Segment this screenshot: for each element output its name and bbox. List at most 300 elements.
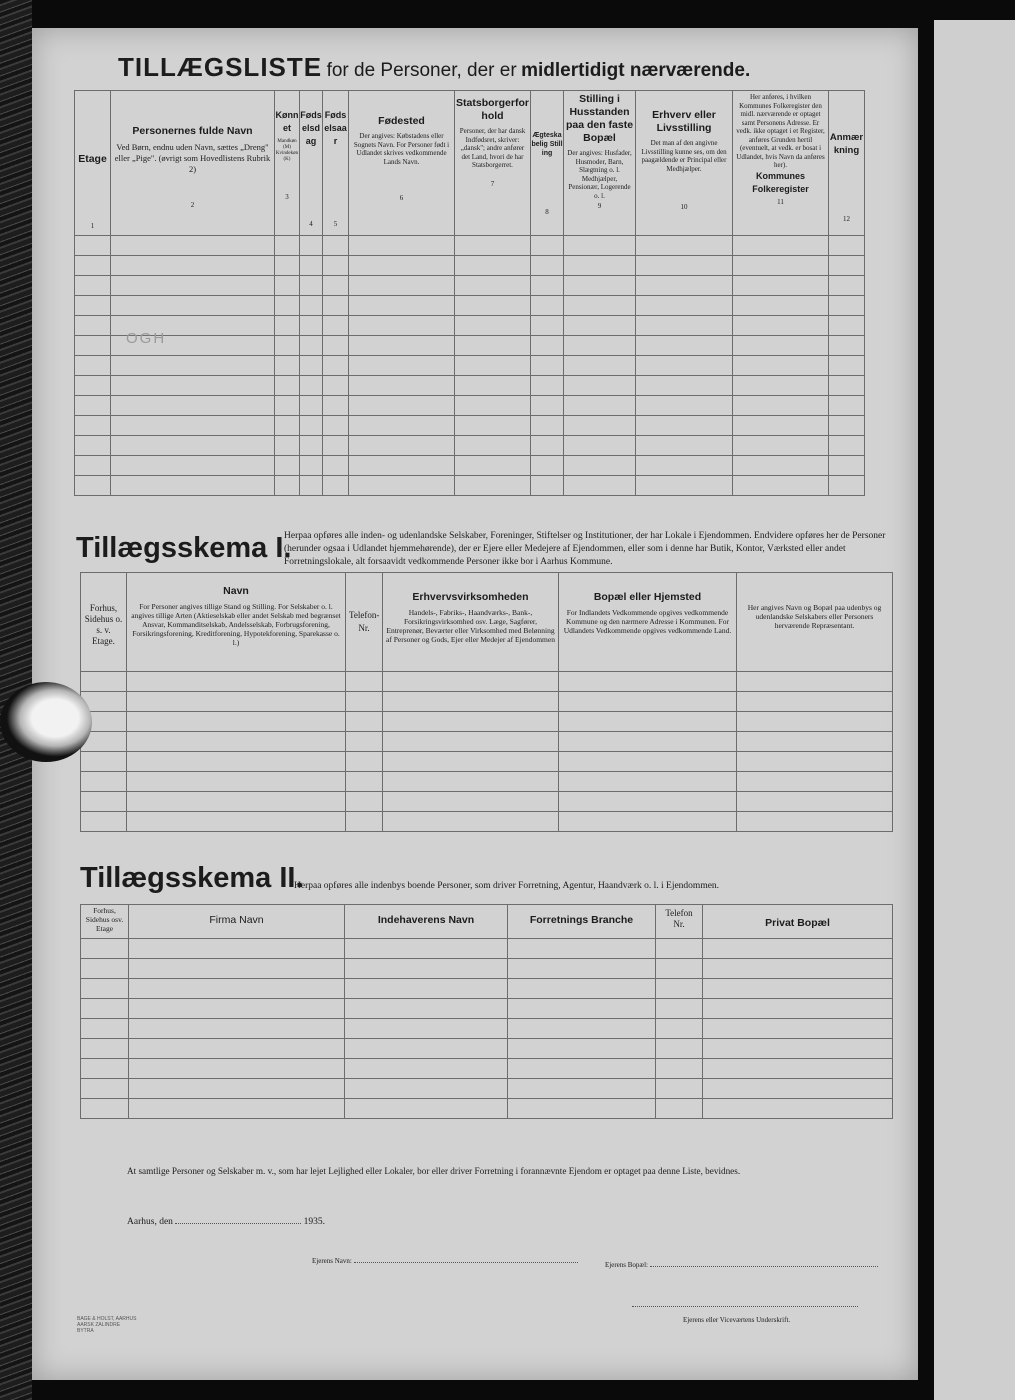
skema1-cell[interactable] [383, 732, 559, 752]
main-register-cell[interactable] [455, 296, 531, 316]
skema1-cell[interactable] [383, 672, 559, 692]
faint-pencil-mark: OGH [126, 330, 167, 347]
skema1-cell[interactable] [559, 792, 737, 812]
skema2-cell[interactable] [129, 1079, 345, 1099]
main-register-cell[interactable] [455, 476, 531, 496]
main-register-cell[interactable] [733, 376, 829, 396]
main-register-cell[interactable] [564, 276, 636, 296]
skema1-cell[interactable] [737, 712, 893, 732]
skema2-cell[interactable] [508, 959, 656, 979]
skema1-row [81, 812, 893, 832]
main-register-cell[interactable] [111, 256, 275, 276]
main-register-cell[interactable] [455, 376, 531, 396]
main-register-cell[interactable] [455, 416, 531, 436]
main-register-cell[interactable] [323, 316, 349, 336]
skema2-cell[interactable] [703, 979, 893, 999]
main-register-cell[interactable] [636, 276, 733, 296]
s2-col-phone: Telefon Nr. [656, 905, 703, 939]
skema1-cell[interactable] [559, 732, 737, 752]
skema2-cell[interactable] [508, 1039, 656, 1059]
main-register-cell[interactable] [300, 376, 323, 396]
main-register-cell[interactable] [323, 436, 349, 456]
skema1-cell[interactable] [737, 752, 893, 772]
main-register-cell[interactable] [300, 316, 323, 336]
skema1-cell[interactable] [737, 772, 893, 792]
main-register-cell[interactable] [564, 236, 636, 256]
main-register-cell[interactable] [300, 276, 323, 296]
skema2-cell[interactable] [508, 1059, 656, 1079]
skema1-cell[interactable] [346, 732, 383, 752]
main-register-cell[interactable] [275, 376, 300, 396]
owner-name-field[interactable] [354, 1253, 578, 1263]
main-register-cell[interactable] [323, 356, 349, 376]
main-register-cell[interactable] [300, 236, 323, 256]
skema1-cell[interactable] [383, 772, 559, 792]
skema2-cell[interactable] [345, 939, 508, 959]
main-register-cell[interactable] [829, 296, 865, 316]
main-register-cell[interactable] [275, 296, 300, 316]
main-register-cell[interactable] [531, 316, 564, 336]
s1-col-phone: Telefon-Nr. [346, 573, 383, 672]
skema2-cell[interactable] [129, 1019, 345, 1039]
main-register-cell[interactable] [75, 356, 111, 376]
skema1-cell[interactable] [559, 752, 737, 772]
main-register-cell[interactable] [531, 416, 564, 436]
skema2-cell[interactable] [703, 1019, 893, 1039]
skema2-cell[interactable] [129, 939, 345, 959]
col-gender: Kønnet Mandkøn (M) Kvindekøn (K) 3 [275, 91, 300, 236]
main-register-cell[interactable] [531, 256, 564, 276]
main-register-cell[interactable] [455, 396, 531, 416]
main-register-cell[interactable] [564, 356, 636, 376]
main-register-cell[interactable] [111, 236, 275, 256]
s2-col-floor: Forhus, Sidehus osv. Etage [81, 905, 129, 939]
skema2-cell[interactable] [81, 1019, 129, 1039]
skema1-cell[interactable] [127, 772, 346, 792]
main-register-cell[interactable] [733, 476, 829, 496]
skema1-cell[interactable] [127, 692, 346, 712]
main-register-cell[interactable] [636, 296, 733, 316]
main-register-cell[interactable] [531, 376, 564, 396]
main-register-cell[interactable] [75, 336, 111, 356]
skema2-cell[interactable] [81, 1079, 129, 1099]
main-register-cell[interactable] [111, 456, 275, 476]
main-register-cell[interactable] [733, 276, 829, 296]
main-register-cell[interactable] [300, 436, 323, 456]
skema2-cell[interactable] [345, 959, 508, 979]
main-register-cell[interactable] [75, 276, 111, 296]
main-register-cell[interactable] [829, 236, 865, 256]
main-register-cell[interactable] [75, 236, 111, 256]
main-register-cell[interactable] [531, 336, 564, 356]
skema1-cell[interactable] [346, 812, 383, 832]
main-register-cell[interactable] [300, 476, 323, 496]
main-register-cell[interactable] [636, 316, 733, 336]
skema1-cell[interactable] [127, 712, 346, 732]
main-register-cell[interactable] [275, 396, 300, 416]
main-register-cell[interactable] [111, 416, 275, 436]
skema2-cell[interactable] [345, 1059, 508, 1079]
main-register-cell[interactable] [636, 256, 733, 276]
main-register-cell[interactable] [300, 256, 323, 276]
main-register-cell[interactable] [75, 416, 111, 436]
skema2-cell[interactable] [656, 1099, 703, 1119]
skema2-cell[interactable] [703, 1039, 893, 1059]
main-register-cell[interactable] [300, 456, 323, 476]
main-register-cell[interactable] [349, 416, 455, 436]
main-register-cell[interactable] [829, 276, 865, 296]
main-register-cell[interactable] [300, 356, 323, 376]
col-birthplace: Fødested Der angives: Købstadens eller Sognets Navn. For Personer født i Udlandet skrives vedkommende Lands Navn. 6 [349, 91, 455, 236]
title-emphasis: midlertidigt nærværende. [521, 60, 751, 81]
skema1-cell[interactable] [127, 752, 346, 772]
main-register-cell[interactable] [531, 396, 564, 416]
skema1-table [80, 572, 893, 832]
facing-page [934, 20, 1015, 1400]
skema2-cell[interactable] [345, 1099, 508, 1119]
main-register-cell[interactable] [349, 356, 455, 376]
main-register-cell[interactable] [829, 256, 865, 276]
skema2-cell[interactable] [656, 1019, 703, 1039]
main-register-cell[interactable] [349, 276, 455, 296]
main-register-cell[interactable] [275, 356, 300, 376]
skema1-cell[interactable] [559, 692, 737, 712]
main-register-cell[interactable] [636, 356, 733, 376]
main-register-cell[interactable] [564, 256, 636, 276]
main-register-row [75, 476, 865, 496]
main-register-cell[interactable] [455, 316, 531, 336]
main-register-cell[interactable] [733, 396, 829, 416]
main-register-cell[interactable] [323, 276, 349, 296]
skema2-cell[interactable] [81, 959, 129, 979]
skema1-cell[interactable] [81, 752, 127, 772]
main-register-cell[interactable] [564, 476, 636, 496]
main-register-cell[interactable] [75, 376, 111, 396]
main-register-cell[interactable] [636, 236, 733, 256]
skema1-cell[interactable] [127, 672, 346, 692]
owner-address-line [605, 1257, 878, 1269]
owner-address-field[interactable] [650, 1257, 878, 1267]
skema1-cell[interactable] [559, 672, 737, 692]
skema1-cell[interactable] [81, 812, 127, 832]
skema2-table [80, 904, 893, 1119]
skema2-cell[interactable] [656, 1039, 703, 1059]
main-register-cell[interactable] [829, 396, 865, 416]
skema1-cell[interactable] [737, 732, 893, 752]
owner-name-line [312, 1253, 578, 1265]
main-register-cell[interactable] [323, 236, 349, 256]
skema2-cell[interactable] [508, 979, 656, 999]
skema2-heading: Tillægsskema II. [80, 862, 304, 894]
main-register-cell[interactable] [733, 256, 829, 276]
col-etage: Etage 1 [75, 91, 111, 236]
skema2-cell[interactable] [703, 1099, 893, 1119]
main-register-cell[interactable] [829, 356, 865, 376]
skema2-cell[interactable] [508, 1019, 656, 1039]
skema2-cell[interactable] [129, 1059, 345, 1079]
main-register-cell[interactable] [323, 376, 349, 396]
main-register-cell[interactable] [275, 256, 300, 276]
main-register-cell[interactable] [349, 296, 455, 316]
skema1-cell[interactable] [383, 752, 559, 772]
main-register-cell[interactable] [829, 436, 865, 456]
skema1-cell[interactable] [81, 672, 127, 692]
main-register-row [75, 336, 865, 356]
main-register-cell[interactable] [564, 316, 636, 336]
skema2-cell[interactable] [129, 999, 345, 1019]
main-register-cell[interactable] [733, 236, 829, 256]
skema1-cell[interactable] [346, 752, 383, 772]
skema2-row [81, 1039, 893, 1059]
main-register-cell[interactable] [531, 456, 564, 476]
skema2-cell[interactable] [703, 959, 893, 979]
skema2-cell[interactable] [81, 939, 129, 959]
main-register-cell[interactable] [829, 456, 865, 476]
main-register-cell[interactable] [349, 316, 455, 336]
main-register-cell[interactable] [275, 416, 300, 436]
main-register-cell[interactable] [455, 256, 531, 276]
main-register-cell[interactable] [455, 276, 531, 296]
main-register-cell[interactable] [349, 396, 455, 416]
skema2-cell[interactable] [703, 1079, 893, 1099]
main-register-cell[interactable] [455, 356, 531, 376]
skema1-cell[interactable] [737, 672, 893, 692]
skema1-cell[interactable] [346, 672, 383, 692]
main-register-cell[interactable] [531, 236, 564, 256]
skema2-cell[interactable] [81, 999, 129, 1019]
main-register-cell[interactable] [733, 436, 829, 456]
main-register-cell[interactable] [111, 476, 275, 496]
skema2-row [81, 1099, 893, 1119]
main-register-cell[interactable] [111, 296, 275, 316]
main-register-cell[interactable] [275, 456, 300, 476]
main-register-cell[interactable] [111, 436, 275, 456]
main-register-cell[interactable] [733, 456, 829, 476]
skema2-cell[interactable] [656, 959, 703, 979]
skema2-cell[interactable] [345, 1079, 508, 1099]
main-register-cell[interactable] [829, 476, 865, 496]
main-register-table [74, 90, 865, 496]
main-register-cell[interactable] [275, 476, 300, 496]
skema1-cell[interactable] [346, 792, 383, 812]
main-register-cell[interactable] [75, 396, 111, 416]
skema1-row [81, 732, 893, 752]
main-register-row [75, 356, 865, 376]
skema2-cell[interactable] [656, 979, 703, 999]
main-register-cell[interactable] [323, 296, 349, 316]
main-register-cell[interactable] [636, 336, 733, 356]
main-register-row [75, 316, 865, 336]
main-register-row [75, 276, 865, 296]
skema1-cell[interactable] [346, 712, 383, 732]
skema2-cell[interactable] [129, 1039, 345, 1059]
skema1-cell[interactable] [559, 812, 737, 832]
main-register-cell[interactable] [300, 416, 323, 436]
printer-imprint: BAGE & HOLST, AARHUS AARSK ZALINDRE BYTRA [77, 1316, 137, 1334]
skema2-cell[interactable] [345, 999, 508, 1019]
skema1-cell[interactable] [383, 812, 559, 832]
main-register-cell[interactable] [275, 436, 300, 456]
skema1-cell[interactable] [346, 772, 383, 792]
main-register-cell[interactable] [531, 276, 564, 296]
year-label: 1935. [303, 1217, 326, 1227]
main-register-cell[interactable] [733, 336, 829, 356]
skema1-cell[interactable] [737, 792, 893, 812]
main-register-cell[interactable] [349, 336, 455, 356]
main-register-cell[interactable] [75, 476, 111, 496]
main-register-cell[interactable] [275, 316, 300, 336]
skema2-cell[interactable] [129, 979, 345, 999]
main-register-cell[interactable] [564, 376, 636, 396]
main-register-cell[interactable] [111, 376, 275, 396]
main-register-cell[interactable] [300, 336, 323, 356]
skema2-cell[interactable] [656, 1059, 703, 1079]
main-register-cell[interactable] [455, 436, 531, 456]
main-register-cell[interactable] [275, 336, 300, 356]
main-register-cell[interactable] [349, 456, 455, 476]
date-field[interactable] [175, 1214, 301, 1224]
skema2-cell[interactable] [508, 1099, 656, 1119]
skema2-cell[interactable] [81, 1059, 129, 1079]
owner-name-label: Ejerens Navn: [312, 1257, 352, 1265]
skema1-cell[interactable] [81, 792, 127, 812]
main-register-row [75, 416, 865, 436]
skema1-cell[interactable] [559, 772, 737, 792]
skema1-cell[interactable] [127, 732, 346, 752]
main-register-cell[interactable] [275, 276, 300, 296]
main-register-cell[interactable] [75, 316, 111, 336]
main-register-cell[interactable] [733, 356, 829, 376]
skema2-cell[interactable] [345, 1019, 508, 1039]
skema1-row [81, 772, 893, 792]
skema2-row [81, 979, 893, 999]
main-register-cell[interactable] [636, 456, 733, 476]
skema2-row [81, 1079, 893, 1099]
skema1-row [81, 792, 893, 812]
col-birthyear: Fødselsaar 5 [323, 91, 349, 236]
main-register-cell[interactable] [349, 256, 455, 276]
main-register-cell[interactable] [564, 336, 636, 356]
main-register-cell[interactable] [564, 436, 636, 456]
skema2-cell[interactable] [508, 999, 656, 1019]
signature-field[interactable] [632, 1306, 858, 1307]
main-register-cell[interactable] [636, 416, 733, 436]
skema2-cell[interactable] [656, 939, 703, 959]
main-register-cell[interactable] [531, 356, 564, 376]
skema2-cell[interactable] [508, 939, 656, 959]
main-register-cell[interactable] [111, 356, 275, 376]
main-register-cell[interactable] [455, 336, 531, 356]
main-register-cell[interactable] [323, 336, 349, 356]
main-register-cell[interactable] [636, 396, 733, 416]
skema2-row [81, 1059, 893, 1079]
col-citizenship: Statsborgerforhold Personer, der har dansk Indfødsret, skriver: „dansk"; andre anfører det Land, hvori de har Statsborgerret. 7 [455, 91, 531, 236]
main-register-cell[interactable] [564, 456, 636, 476]
main-register-cell[interactable] [455, 236, 531, 256]
main-register-cell[interactable] [111, 396, 275, 416]
main-register-cell[interactable] [75, 456, 111, 476]
skema2-cell[interactable] [703, 1059, 893, 1079]
main-register-cell[interactable] [564, 296, 636, 316]
main-register-cell[interactable] [733, 316, 829, 336]
main-register-cell[interactable] [829, 336, 865, 356]
main-register-cell[interactable] [300, 296, 323, 316]
main-register-cell[interactable] [323, 476, 349, 496]
main-register-cell[interactable] [349, 476, 455, 496]
signature-label: Ejerens eller Viceværtens Underskrift. [683, 1316, 791, 1324]
main-register-cell[interactable] [564, 396, 636, 416]
skema2-cell[interactable] [345, 979, 508, 999]
main-register-cell[interactable] [75, 296, 111, 316]
main-register-cell[interactable] [300, 396, 323, 416]
main-register-cell[interactable] [111, 276, 275, 296]
main-register-cell[interactable] [349, 236, 455, 256]
main-register-cell[interactable] [275, 236, 300, 256]
main-register-cell[interactable] [564, 416, 636, 436]
skema1-cell[interactable] [737, 812, 893, 832]
skema2-cell[interactable] [81, 1099, 129, 1119]
owner-address-label: Ejerens Bopæl: [605, 1261, 648, 1269]
main-register-cell[interactable] [829, 376, 865, 396]
skema2-cell[interactable] [703, 999, 893, 1019]
skema1-cell[interactable] [737, 692, 893, 712]
skema2-cell[interactable] [81, 1039, 129, 1059]
skema2-cell[interactable] [81, 979, 129, 999]
main-register-cell[interactable] [349, 436, 455, 456]
skema2-cell[interactable] [508, 1079, 656, 1099]
skema1-cell[interactable] [383, 792, 559, 812]
holding-thumb [0, 682, 92, 762]
main-register-cell[interactable] [733, 416, 829, 436]
main-register-cell[interactable] [636, 376, 733, 396]
main-register-cell[interactable] [323, 416, 349, 436]
main-register-cell[interactable] [829, 416, 865, 436]
skema1-cell[interactable] [559, 712, 737, 732]
main-register-cell[interactable] [531, 296, 564, 316]
main-register-cell[interactable] [455, 456, 531, 476]
main-register-cell[interactable] [531, 436, 564, 456]
main-register-cell[interactable] [75, 436, 111, 456]
main-register-cell[interactable] [531, 476, 564, 496]
skema2-cell[interactable] [345, 1039, 508, 1059]
skema1-cell[interactable] [127, 792, 346, 812]
skema1-cell[interactable] [346, 692, 383, 712]
main-register-row [75, 256, 865, 276]
form-title [118, 52, 868, 83]
main-register-cell[interactable] [323, 396, 349, 416]
skema2-cell[interactable] [129, 1099, 345, 1119]
col-marital: Ægteskabelig Stilling 8 [531, 91, 564, 236]
main-register-cell[interactable] [733, 296, 829, 316]
main-register-cell[interactable] [349, 376, 455, 396]
skema2-cell[interactable] [656, 1079, 703, 1099]
main-register-cell[interactable] [75, 256, 111, 276]
skema1-cell[interactable] [383, 692, 559, 712]
skema2-cell[interactable] [656, 999, 703, 1019]
skema2-cell[interactable] [703, 939, 893, 959]
main-register-cell[interactable] [323, 256, 349, 276]
skema1-cell[interactable] [383, 712, 559, 732]
skema2-row [81, 1019, 893, 1039]
main-register-row [75, 436, 865, 456]
skema1-cell[interactable] [127, 812, 346, 832]
main-register-cell[interactable] [636, 436, 733, 456]
skema2-cell[interactable] [129, 959, 345, 979]
skema1-cell[interactable] [81, 772, 127, 792]
main-register-cell[interactable] [829, 316, 865, 336]
main-register-cell[interactable] [636, 476, 733, 496]
main-register-cell[interactable] [323, 456, 349, 476]
